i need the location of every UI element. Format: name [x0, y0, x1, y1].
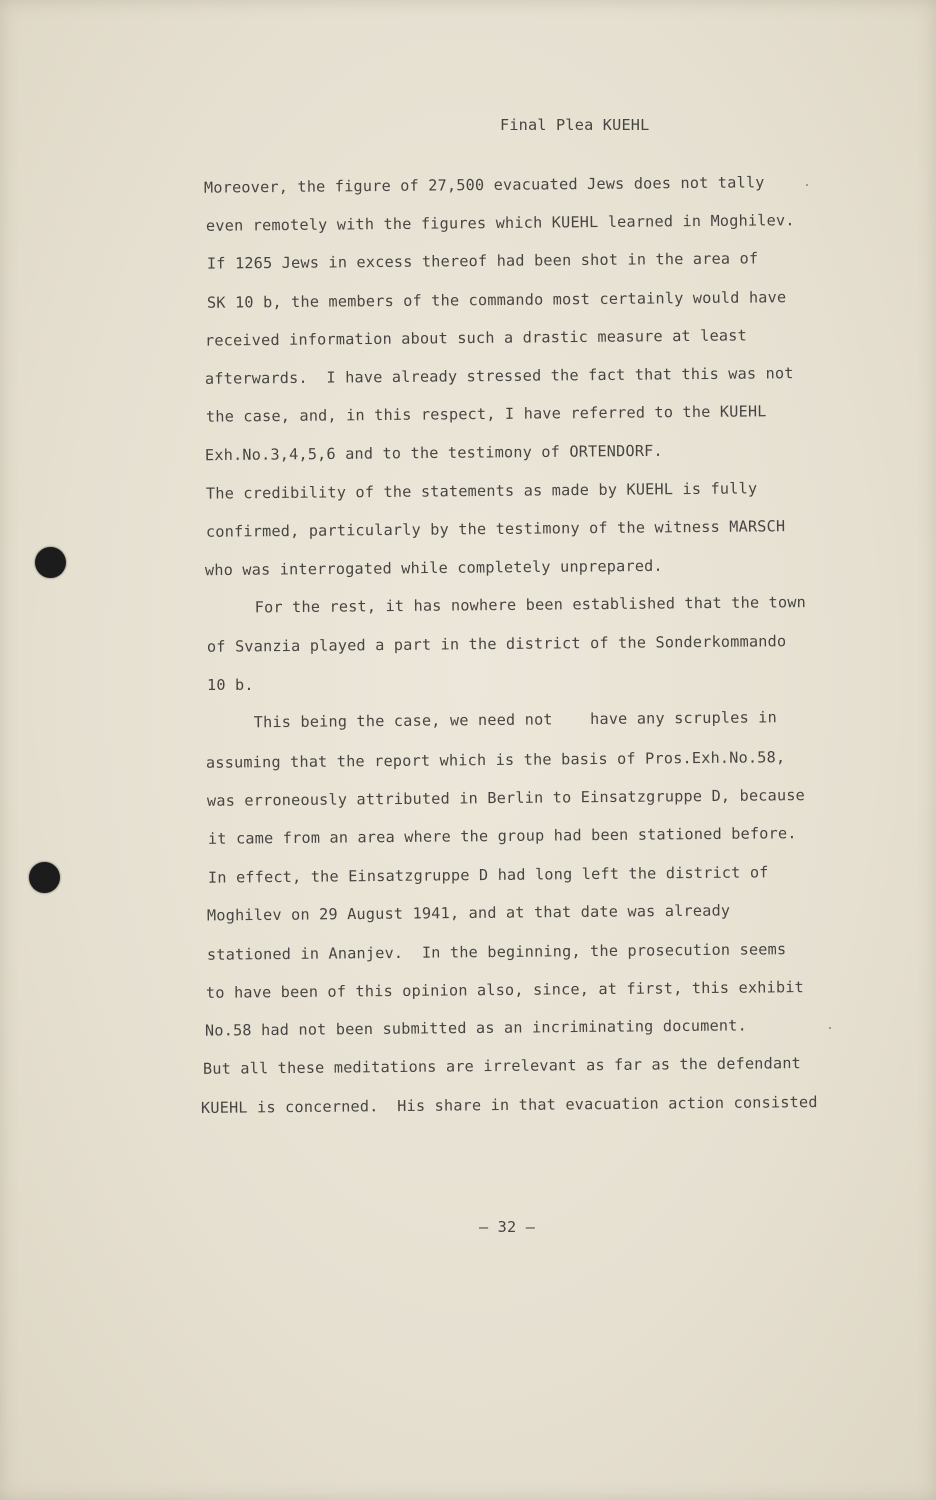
document-header: Final Plea KUEHL [500, 116, 650, 134]
body-line: stationed in Ananjev. In the beginning, the prosecution seems [206, 940, 787, 964]
body-line: Moghilev on 29 August 1941, and at that date was already [206, 901, 731, 925]
body-line: received information about such a drastic measure at least [204, 326, 748, 350]
body-line: who was interrogated while completely unprepared. [204, 556, 663, 580]
body-line: For the rest, it has nowhere been established that the town [207, 593, 807, 617]
body-line: 10 b. [207, 676, 254, 694]
punch-hole [29, 862, 60, 893]
body-line: The credibility of the statements as made by KUEHL is fully [205, 479, 758, 503]
body-line: afterwards. I have already stressed the fact that this was not [204, 364, 794, 388]
page-number: – 32 – [479, 1218, 536, 1236]
body-line: even remotely with the figures which KUEHL learned in Moghilev. [205, 211, 795, 235]
body-line: This being the case, we need not have any scruples in [206, 708, 778, 732]
body-line: of Svanzia played a part in the district of the Sonderkommando [206, 632, 787, 656]
body-line: If 1265 Jews in excess thereof had been shot in the area of [206, 249, 759, 273]
body-line: No.58 had not been submitted as an incriminating document. [204, 1016, 748, 1040]
body-line: was erroneously attributed in Berlin to Einsatzgruppe D, because [206, 786, 806, 810]
body-line: In effect, the Einsatzgruppe D had long left the district of [207, 863, 769, 887]
body-line: it came from an area where the group had been stationed before. [207, 824, 797, 848]
body-line: confirmed, particularly by the testimony of the witness MARSCH [205, 517, 786, 541]
paper-speck [829, 1027, 831, 1029]
body-line: Moreover, the figure of 27,500 evacuated Jews does not tally [203, 173, 765, 197]
body-line: But all these meditations are irrelevant as far as the defendant [202, 1054, 802, 1078]
body-line: to have been of this opinion also, since, at first, this exhibit [205, 978, 805, 1002]
punch-hole [35, 547, 66, 578]
body-line: SK 10 b, the members of the commando most certainly would have [206, 288, 787, 312]
body-line: assuming that the report which is the basis of Pros.Exh.No.58, [205, 748, 786, 772]
body-line: Exh.No.3,4,5,6 and to the testimony of ORTENDORF. [204, 441, 663, 465]
body-line: KUEHL is concerned. His share in that evacuation action consisted [200, 1093, 818, 1117]
paper-speck [806, 184, 808, 186]
body-line: the case, and, in this respect, I have referred to the KUEHL [205, 402, 767, 426]
